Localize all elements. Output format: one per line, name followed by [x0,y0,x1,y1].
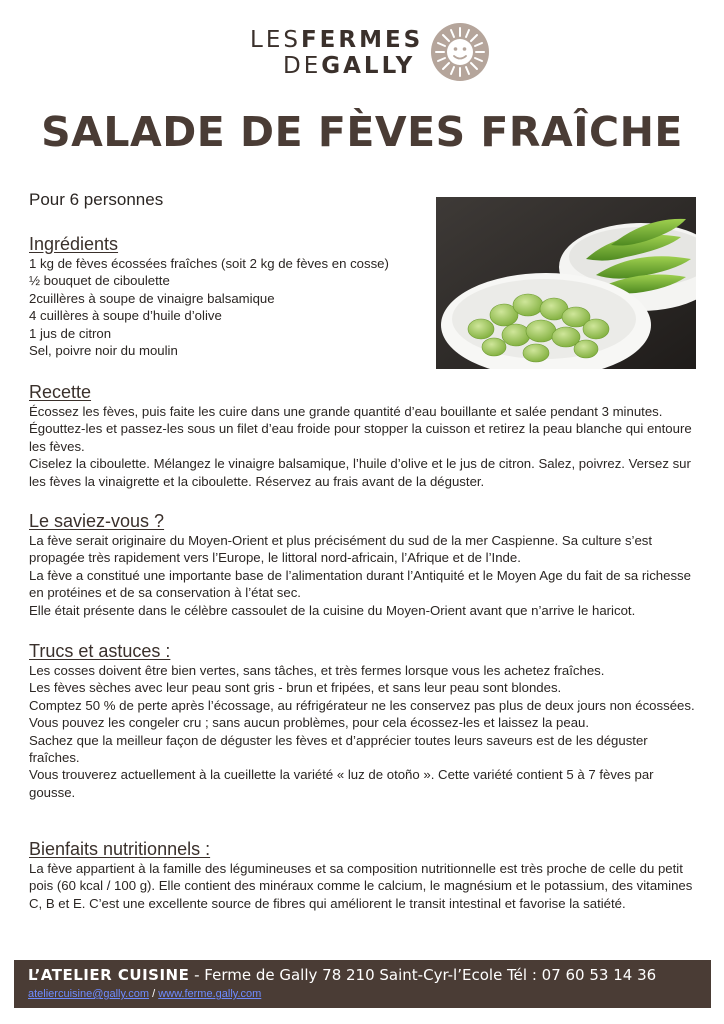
tips-paragraph: Les fèves sèches avec leur peau sont gris - brun et fripées, et sans leur peau sont blondes. [29,680,562,696]
ingredient-item: 2cuillères à soupe de vinaigre balsamique [29,290,275,306]
did-you-know-paragraph: Elle était présente dans le célèbre cassoulet de la cuisine du Moyen-Orient avant que n’arrive le haricot. [29,602,636,618]
tips-paragraph: Vous trouverez actuellement à la cueillette la variété « luz de otoño ». Cette variété contient 5 à 7 fèves par gousse. [29,767,654,800]
email-link[interactable]: ateliercuisine@gally.com [28,988,150,1000]
website-link[interactable]: www.ferme.gally.com [158,988,262,1000]
did-you-know-heading: Le saviez-vous ? [29,511,165,531]
ingredients-heading: Ingrédients [29,234,119,254]
nutrition-heading: Bienfaits nutritionnels : [29,839,211,859]
tips-paragraph: Comptez 50 % de perte après l’écossage, au réfrigérateur ne les conservez pas plus de deux jours non écossées. Vous pouvez les congeler cru ; sans aucun problèmes, pour cela écossez-les et laissez la peau. [29,697,695,731]
ingredient-item: 4 cuillères à soupe d’huile d’olive [29,308,222,324]
servings-text: Pour 6 personnes [29,190,164,209]
nutrition-paragraph: La fève appartient à la famille des légumineuses et sa composition nutritionnelle est très proche de celle du petit pois (60 kcal / 100 g). Elle contient des minéraux comme le calcium, le magnésium et le potassium, des vitamines C, B et E. C’est une excellente source de fibres qui améliorent le transit intestinal et favorise la satiété. [29,861,693,911]
did-you-know-paragraph: La fève serait originaire du Moyen-Orient et plus précisément du sud de la mer Caspienne. Sa culture s’est propagée très rapidement vers l’Europe, le littoral nord-africain, l’Afrique et de l’Inde. [29,533,653,566]
tips-heading: Trucs et astuces : [29,641,171,661]
ingredient-item: 1 kg de fèves écossées fraîches (soit 2 kg de fèves en cosse) [29,256,389,271]
page-title: SALADE DE FÈVES FRAÎCHE [41,108,683,156]
recipe-paragraph: Écossez les fèves, puis faite les cuire dans une grande quantité d’eau bouillante et salée pendant 3 minutes. Égouttez-les et passez-les sous un filet d’eau froide pour stopper la cuisson et retirez la peau blanche qui entoure les fèves. [29,404,692,454]
footer-contact-line [28,966,656,984]
footer-links [28,988,261,1000]
logo-line-2: DEGALLY [283,53,416,79]
ingredient-item: Sel, poivre noir du moulin [29,343,178,359]
tips-paragraph: Les cosses doivent être bien vertes, sans tâches, et très fermes lorsque vous les achetez fraîches. [29,663,605,678]
broad-beans-photo [436,197,696,369]
ingredient-item: 1 jus de citron [29,325,112,341]
tips-section [29,640,699,801]
recipe-heading: Recette [29,382,92,402]
ingredient-item: ½ bouquet de ciboulette [29,273,170,289]
did-you-know-section [29,510,699,619]
tips-paragraph: Sachez que la meilleur façon de déguster les fèves et d’apprécier toutes leurs saveurs est de les déguster fraîches. [29,732,648,766]
link-separator: / [149,988,159,1000]
footer-address: - Ferme de Gally 78 210 Saint-Cyr-l’Ecole Tél : 07 60 53 14 36 [189,966,657,984]
logo-line-1: LESFERMES [250,27,424,53]
nutrition-section [29,838,699,912]
brand-logo [246,22,496,82]
recipe-section [29,381,699,490]
footer-brand: L’ATELIER CUISINE [28,966,190,984]
did-you-know-paragraph: La fève a constitué une importante base de l’alimentation durant l’Antiquité et le Moyen Age du fait de sa richesse en protéines et de sa conservation à l’état sec. [29,567,691,601]
footer-bar [14,960,711,1008]
recipe-paragraph: Ciselez la ciboulette. Mélangez le vinaigre balsamique, l’huile d’olive et le jus de citron. Salez, poivrez. Versez sur les fèves la vinaigrette et la ciboulette. Réservez au frais avant de la déguster. [29,456,691,489]
sun-face-icon [430,22,490,82]
ingredients-section [29,233,429,359]
